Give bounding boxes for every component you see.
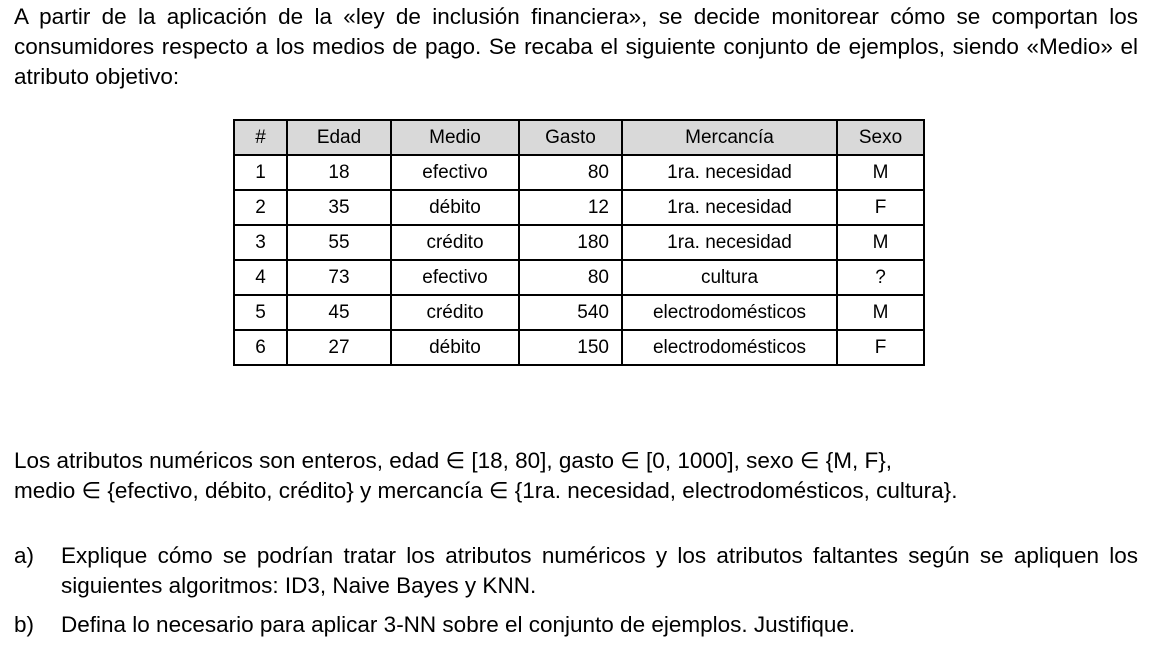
cell-edad: 45 <box>287 295 391 330</box>
cell-id: 5 <box>234 295 287 330</box>
cell-gasto: 80 <box>519 155 622 190</box>
cell-medio: crédito <box>391 295 519 330</box>
cell-medio: efectivo <box>391 155 519 190</box>
attribute-domains-line-1: Los atributos numéricos son enteros, edad ∈ [18, 80], gasto ∈ [0, 1000], sexo ∈ {M, F}, <box>14 448 893 473</box>
cell-mercancia: 1ra. necesidad <box>622 225 837 260</box>
cell-mercancia: electrodomésticos <box>622 330 837 365</box>
intro-paragraph: A partir de la aplicación de la «ley de inclusión financiera», se decide monitorear cómo se comportan los consumidores respecto a los medios de pago. Se recaba el siguiente conjunto de ejemplos, siendo «Medio» el atributo objetivo: <box>14 4 1138 89</box>
table-row <box>234 155 924 190</box>
cell-sexo: F <box>837 190 924 225</box>
cell-sexo: M <box>837 225 924 260</box>
question-b-text: Defina lo necesario para aplicar 3-NN sobre el conjunto de ejemplos. Justifique. <box>61 612 856 637</box>
cell-gasto: 80 <box>519 260 622 295</box>
table-row <box>234 330 924 365</box>
header-gasto: Gasto <box>519 120 622 155</box>
cell-sexo: ? <box>837 260 924 295</box>
cell-sexo: F <box>837 330 924 365</box>
cell-gasto: 12 <box>519 190 622 225</box>
header-medio: Medio <box>391 120 519 155</box>
cell-edad: 55 <box>287 225 391 260</box>
cell-id: 6 <box>234 330 287 365</box>
cell-edad: 73 <box>287 260 391 295</box>
cell-medio: efectivo <box>391 260 519 295</box>
question-a-label: a) <box>14 543 35 568</box>
cell-id: 1 <box>234 155 287 190</box>
table-row <box>234 295 924 330</box>
cell-sexo: M <box>837 295 924 330</box>
header-sexo: Sexo <box>837 120 924 155</box>
header-edad: Edad <box>287 120 391 155</box>
attribute-domains <box>14 446 957 506</box>
cell-medio: débito <box>391 190 519 225</box>
cell-gasto: 540 <box>519 295 622 330</box>
table-row <box>234 190 924 225</box>
header-id: # <box>234 120 287 155</box>
cell-mercancia: cultura <box>622 260 837 295</box>
cell-medio: crédito <box>391 225 519 260</box>
cell-id: 2 <box>234 190 287 225</box>
question-a-text: Explique cómo se podrían tratar los atributos numéricos y los atributos faltantes según se apliquen los siguientes algoritmos: ID3, Naive Bayes y KNN. <box>61 543 1138 598</box>
cell-medio: débito <box>391 330 519 365</box>
cell-edad: 18 <box>287 155 391 190</box>
header-mercancia: Mercancía <box>622 120 837 155</box>
question-b <box>14 610 1138 640</box>
table-row <box>234 260 924 295</box>
cell-gasto: 150 <box>519 330 622 365</box>
cell-edad: 35 <box>287 190 391 225</box>
cell-edad: 27 <box>287 330 391 365</box>
cell-sexo: M <box>837 155 924 190</box>
cell-id: 4 <box>234 260 287 295</box>
cell-gasto: 180 <box>519 225 622 260</box>
question-a <box>14 541 1138 601</box>
table-row <box>234 225 924 260</box>
examples-table <box>233 119 925 366</box>
table-header-row <box>234 120 924 155</box>
cell-mercancia: 1ra. necesidad <box>622 155 837 190</box>
cell-mercancia: electrodomésticos <box>622 295 837 330</box>
cell-mercancia: 1ra. necesidad <box>622 190 837 225</box>
attribute-domains-line-2: medio ∈ {efectivo, débito, crédito} y mercancía ∈ {1ra. necesidad, electrodomésticos, cultura}. <box>14 478 958 503</box>
question-b-label: b) <box>14 612 35 637</box>
cell-id: 3 <box>234 225 287 260</box>
